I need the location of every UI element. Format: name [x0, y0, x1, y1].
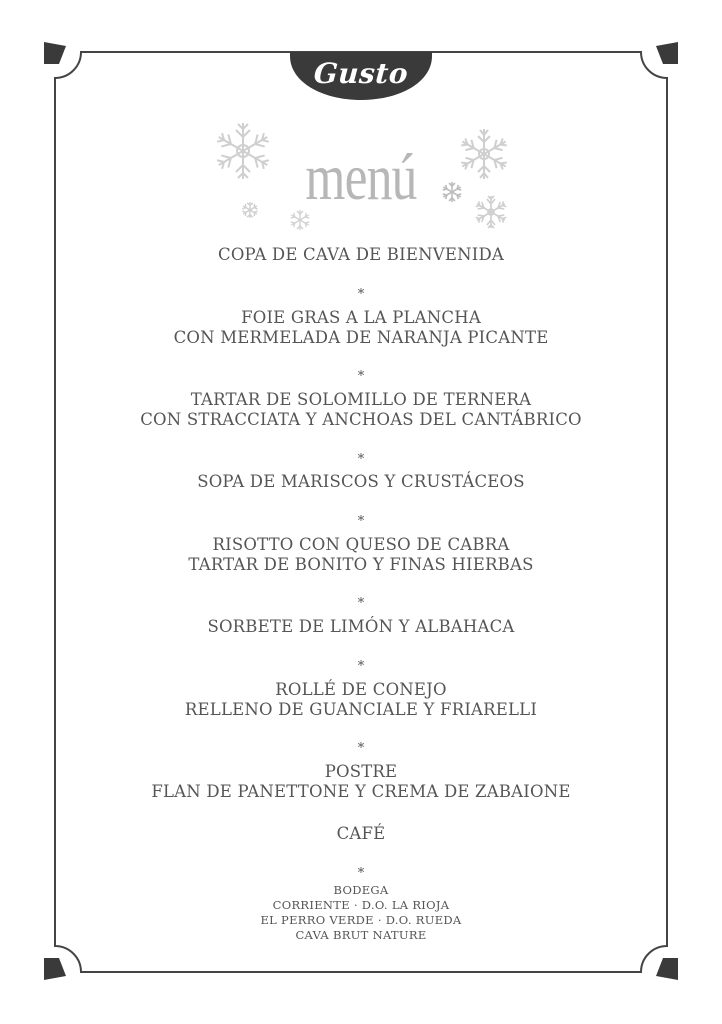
course-postre-detail: FLAN DE PANETTONE Y CREMA DE ZABAIONE: [151, 782, 571, 801]
course-risotto: RISOTTO CON QUESO DE CABRA: [212, 535, 510, 554]
course-sopa: SOPA DE MARISCOS Y CRUSTÁCEOS: [197, 472, 525, 491]
course-foie-gras: FOIE GRAS A LA PLANCHA: [241, 308, 481, 327]
course-foie-gras-detail: CON MERMELADA DE NARANJA PICANTE: [173, 328, 549, 347]
course-postre: POSTRE: [324, 762, 398, 781]
course-cafe: CAFÉ: [336, 824, 386, 843]
course-rolle: ROLLÉ DE CONEJO: [275, 680, 447, 699]
course-risotto-detail: TARTAR DE BONITO Y FINAS HIERBAS: [188, 555, 534, 574]
course-welcome-cava: COPA DE CAVA DE BIENVENIDA: [218, 245, 504, 264]
course-tartar-solomillo-detail: CON STRACCIATA Y ANCHOAS DEL CANTÁBRICO: [140, 410, 582, 429]
separator: *: [357, 596, 365, 611]
course-sorbete: SORBETE DE LIMÓN Y ALBAHACA: [207, 617, 515, 636]
separator: *: [357, 659, 365, 674]
separator: *: [357, 369, 365, 384]
separator: *: [357, 514, 365, 529]
separator: *: [357, 452, 365, 467]
bodega-heading: BODEGA: [333, 883, 389, 897]
separator: *: [357, 741, 365, 756]
wine-item: EL PERRO VERDE · D.O. RUEDA: [260, 913, 462, 927]
gusto-logo: Gusto: [312, 56, 410, 90]
wine-item: CAVA BRUT NATURE: [295, 928, 427, 942]
separator: *: [357, 287, 365, 302]
course-tartar-solomillo: TARTAR DE SOLOMILLO DE TERNERA: [190, 390, 532, 409]
course-rolle-detail: RELLENO DE GUANCIALE Y FRIARELLI: [184, 700, 538, 719]
separator: *: [357, 866, 365, 881]
menu-title: menú: [305, 141, 417, 214]
wine-item: CORRIENTE · D.O. LA RIOJA: [272, 898, 450, 912]
